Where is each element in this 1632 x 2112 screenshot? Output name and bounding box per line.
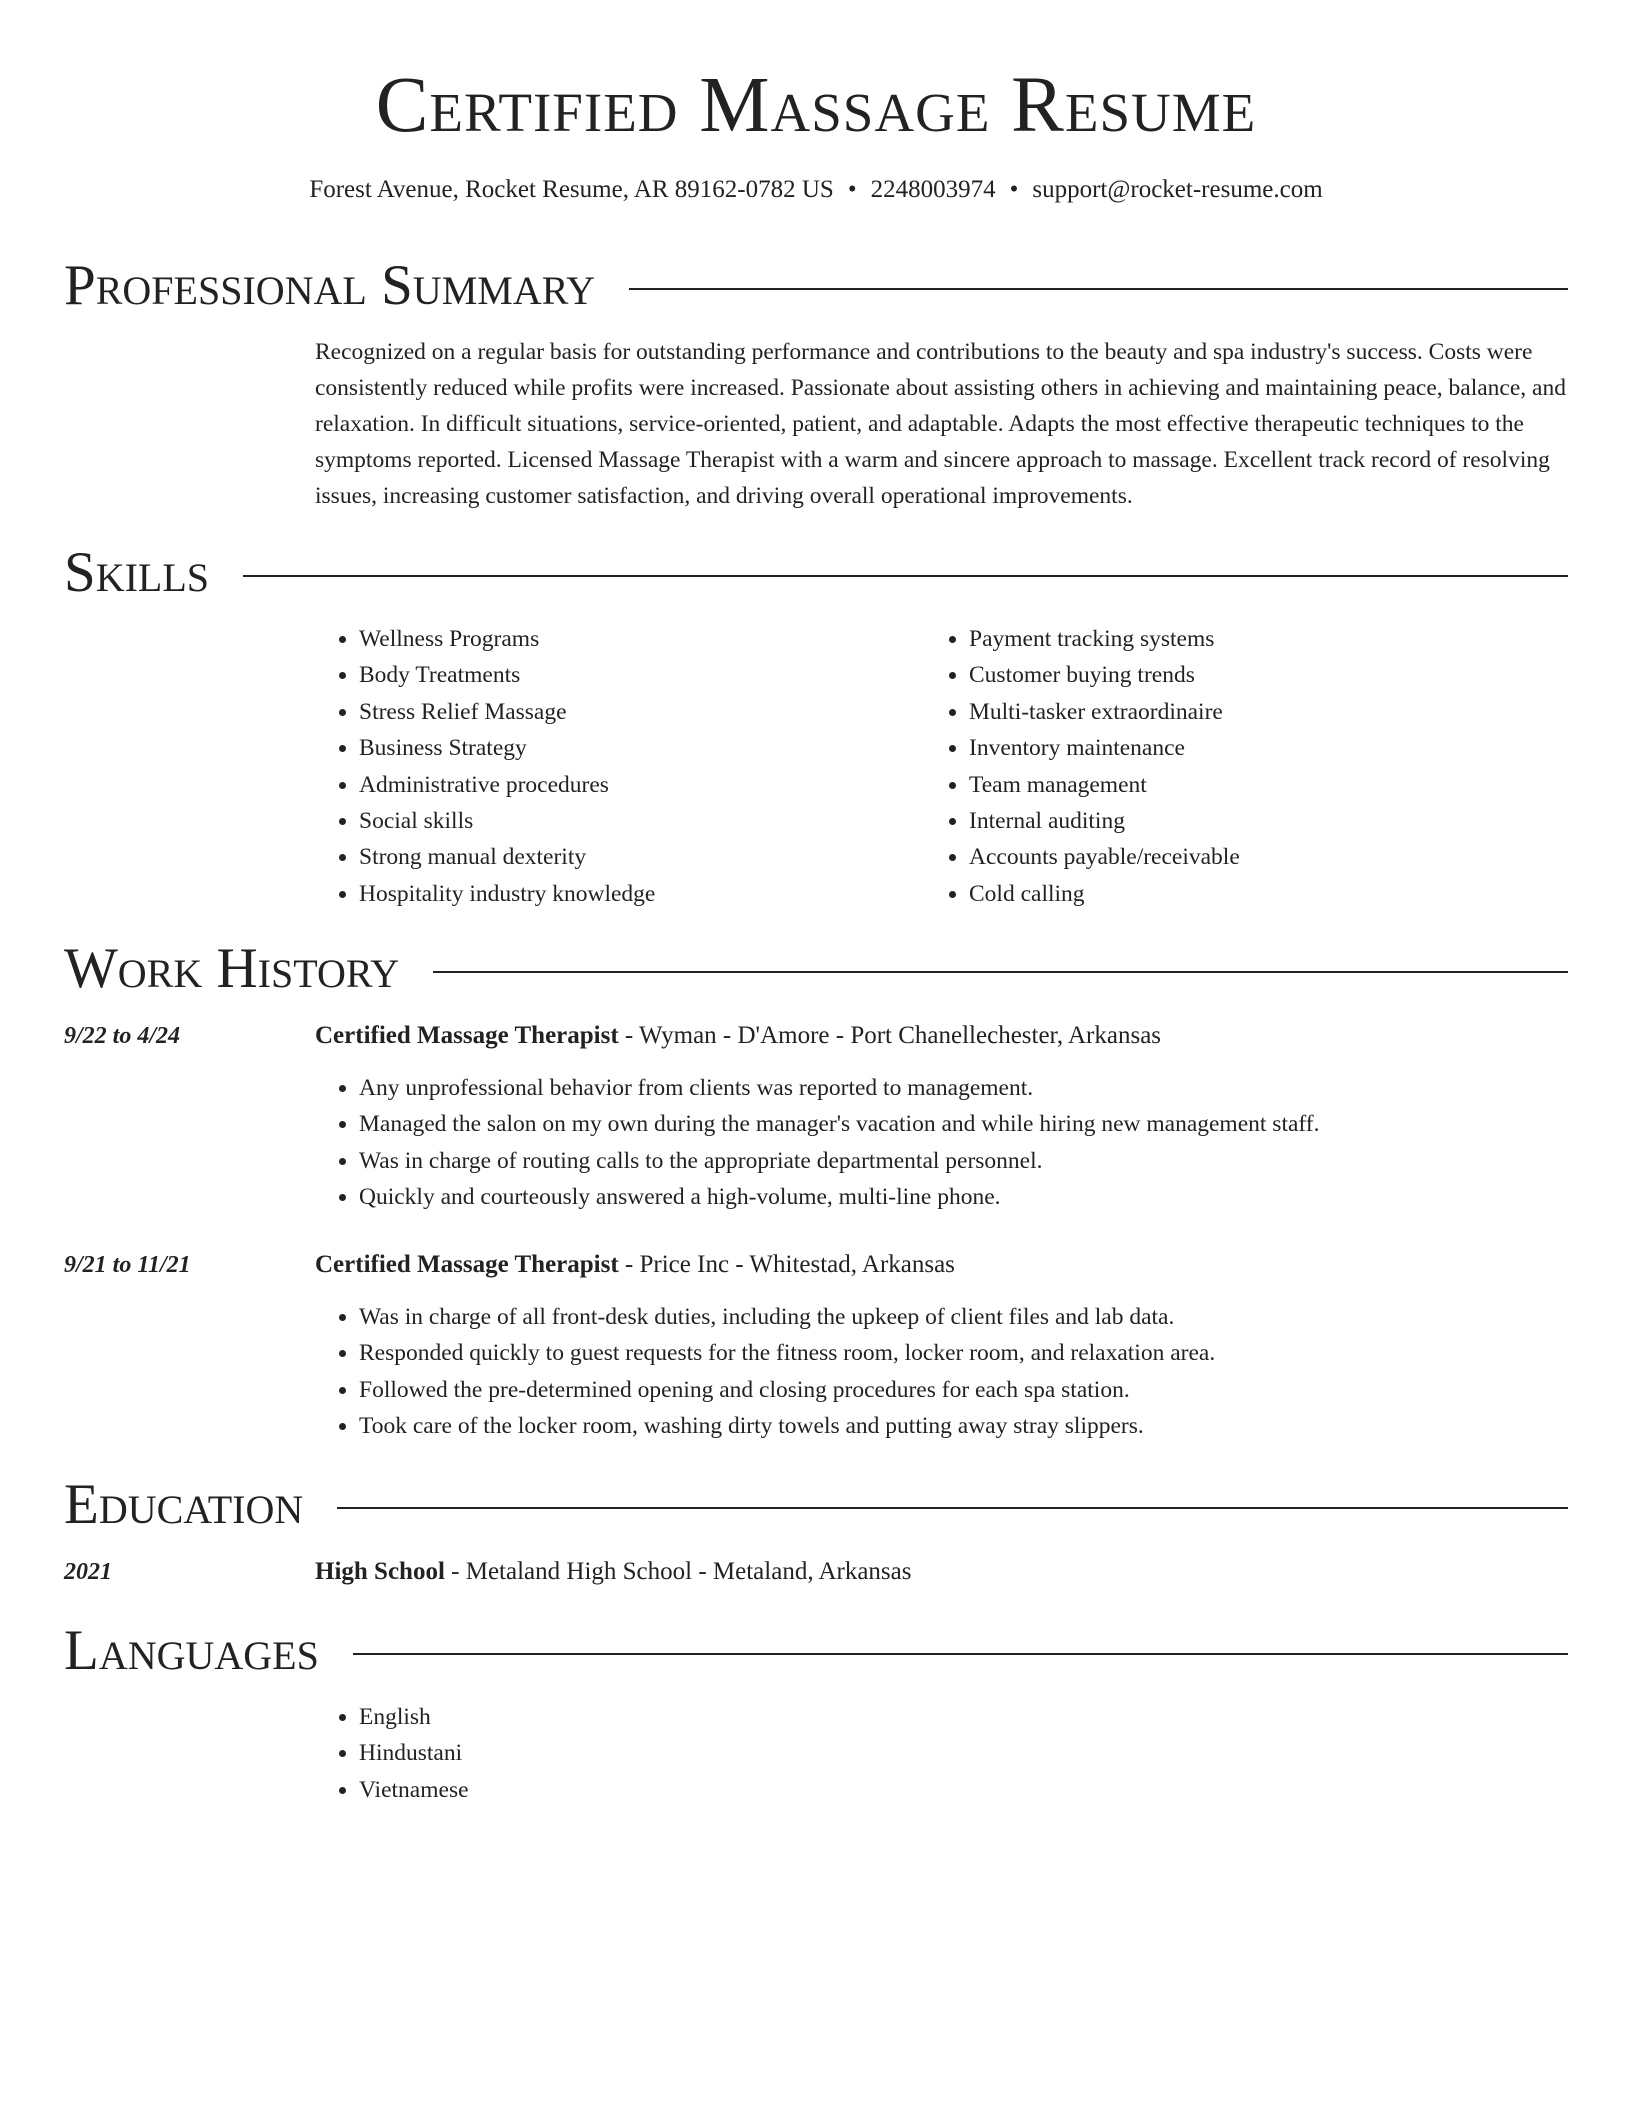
contact-address: Forest Avenue, Rocket Resume, AR 89162-0782 US xyxy=(309,176,834,203)
skills-list-right xyxy=(925,621,1525,912)
job-title: Certified Massage Therapist xyxy=(315,1251,619,1278)
skill-item: • Internal auditing xyxy=(969,803,1525,839)
section-divider xyxy=(629,288,1568,290)
skill-item: • Team management xyxy=(969,767,1525,803)
job-duties xyxy=(315,1299,1571,1445)
education-section-header xyxy=(64,1470,1568,1540)
work-heading: Work History xyxy=(64,937,400,1000)
languages-heading: Languages xyxy=(64,1619,319,1682)
skill-item: • Inventory maintenance xyxy=(969,730,1525,766)
job-heading xyxy=(315,1247,955,1283)
education-degree: High School xyxy=(315,1558,445,1585)
skill-item: • Multi-tasker extraordinaire xyxy=(969,694,1525,730)
skill-item: • Stress Relief Massage xyxy=(359,694,915,730)
section-divider xyxy=(337,1507,1568,1509)
job-duties-list xyxy=(315,1070,1571,1216)
skill-item: • Administrative procedures xyxy=(359,767,915,803)
summary-heading: Professional Summary xyxy=(64,254,596,317)
skill-item: • Business Strategy xyxy=(359,730,915,766)
skill-item: • Wellness Programs xyxy=(359,621,915,657)
duty-item: • Was in charge of routing calls to the appropriate departmental personnel. xyxy=(359,1143,1571,1179)
skills-left-column xyxy=(315,621,915,912)
section-divider xyxy=(243,575,1568,577)
skills-list-left xyxy=(315,621,915,912)
duty-item: • Was in charge of all front-desk duties, including the upkeep of client files and lab data. xyxy=(359,1299,1571,1335)
skill-item: • Strong manual dexterity xyxy=(359,839,915,875)
skill-item: • Accounts payable/receivable xyxy=(969,839,1525,875)
languages-list xyxy=(315,1699,1571,1808)
language-item: • English xyxy=(359,1699,1571,1735)
skill-item: • Cold calling xyxy=(969,876,1525,912)
language-item: • Vietnamese xyxy=(359,1772,1571,1808)
job-dates: 9/21 to 11/21 xyxy=(64,1252,191,1278)
skill-item: • Customer buying trends xyxy=(969,657,1525,693)
duty-item: • Managed the salon on my own during the manager's vacation and while hiring new management staff. xyxy=(359,1106,1571,1142)
skill-item: • Payment tracking systems xyxy=(969,621,1525,657)
language-item: • Hindustani xyxy=(359,1735,1571,1771)
contact-separator: • xyxy=(1009,176,1019,203)
duty-item: • Responded quickly to guest requests for the fitness room, locker room, and relaxation area. xyxy=(359,1335,1571,1371)
skills-heading: Skills xyxy=(64,541,210,604)
contact-email: support@rocket-resume.com xyxy=(1032,176,1323,203)
job-duties-list xyxy=(315,1299,1571,1445)
section-divider xyxy=(353,1653,1568,1655)
skills-right-column xyxy=(925,621,1525,912)
job-dates: 9/22 to 4/24 xyxy=(64,1023,181,1049)
contact-line xyxy=(64,172,1568,208)
summary-text: Recognized on a regular basis for outstanding performance and contributions to the beauty and spa industry's success. Costs were consistently reduced while profits were increased. Passionate about assisting others in achieving and maintaining peace, balance, and relaxation. In difficult situations, service-oriented, patient, and adaptable. Adapts the most effective therapeutic techniques to the symptoms reported. Licensed Massage Therapist with a warm and sincere approach to massage. Excellent track record of resolving issues, increasing customer satisfaction, and driving overall operational improvements. xyxy=(315,339,1566,509)
job-heading xyxy=(315,1018,1161,1054)
duty-item: • Took care of the locker room, washing dirty towels and putting away stray slippers. xyxy=(359,1408,1571,1444)
summary-section-header xyxy=(64,251,1568,321)
languages-section-header xyxy=(64,1616,1568,1686)
education-heading: Education xyxy=(64,1473,304,1536)
skills-section-header xyxy=(64,538,1568,608)
skill-item: • Hospitality industry knowledge xyxy=(359,876,915,912)
contact-separator: • xyxy=(847,176,857,203)
education-details: - Metaland High School - Metaland, Arkansas xyxy=(444,1558,912,1585)
skill-item: • Body Treatments xyxy=(359,657,915,693)
section-divider xyxy=(433,971,1568,973)
work-section-header xyxy=(64,934,1568,1004)
duty-item: • Followed the pre-determined opening and closing procedures for each spa station. xyxy=(359,1372,1571,1408)
duty-item: • Quickly and courteously answered a high-volume, multi-line phone. xyxy=(359,1179,1571,1215)
education-entry xyxy=(315,1554,911,1590)
job-details: - Wyman - D'Amore - Port Chanellechester, Arkansas xyxy=(618,1022,1162,1049)
job-title: Certified Massage Therapist xyxy=(315,1022,619,1049)
education-year: 2021 xyxy=(64,1559,112,1585)
duty-item: • Any unprofessional behavior from clients was reported to management. xyxy=(359,1070,1571,1106)
skill-item: • Social skills xyxy=(359,803,915,839)
contact-phone: 2248003974 xyxy=(870,176,996,203)
resume-name: Certified Massage Resume xyxy=(375,62,1257,149)
job-details: - Price Inc - Whitestad, Arkansas xyxy=(618,1251,955,1278)
job-duties xyxy=(315,1070,1571,1216)
languages-block xyxy=(315,1699,1571,1808)
